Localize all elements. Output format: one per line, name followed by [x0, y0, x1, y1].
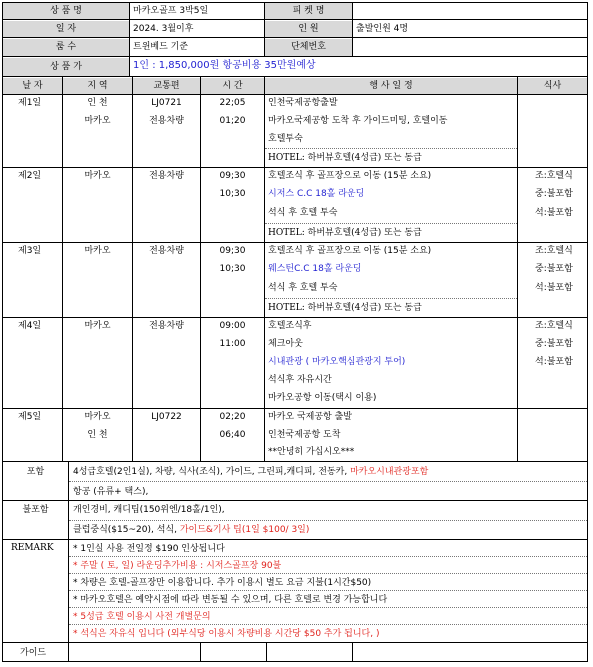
hotel-info: HOTEL: 하버뷰호텔(4성급) 또는 동급	[268, 303, 422, 313]
transport: LJ0721	[151, 98, 182, 108]
transport: 전용차량	[149, 246, 184, 256]
included-label: 포함	[26, 467, 45, 477]
schedule-item: 호텔조식 후 골프장으로 이동 (15분 소요)	[268, 246, 432, 256]
excluded-highlight: 가이드&기사 팁(1일 $100/ 3일)	[179, 525, 310, 535]
day-label: 제4일	[18, 321, 42, 331]
included-line-2: 항공 (유류+ 택스),	[73, 487, 149, 497]
meal: 석:불포함	[535, 208, 573, 218]
transport: 전용차량	[149, 321, 184, 331]
price-label: 상 품 가	[50, 62, 82, 72]
transport: 전용차량	[149, 116, 184, 126]
remark-item: * 5성급 호텔 이용시 사전 개별문의	[73, 612, 211, 622]
time: 09;30	[219, 246, 246, 256]
picket-label: 피 켓 명	[292, 6, 325, 16]
time: 10;30	[219, 189, 246, 199]
product-name-value: 마카오골프 3박5일	[133, 6, 209, 16]
remark-item: * 주말 ( 토, 일) 라운딩추가비용 : 시저스골프장 90불	[73, 561, 282, 571]
col-header-region: 지 역	[87, 81, 108, 91]
meal: 중:불포함	[535, 264, 573, 274]
col-header-time: 시 간	[222, 81, 243, 91]
transport: 전용차량	[149, 171, 184, 181]
col-header-schedule: 행 사 일 정	[369, 81, 413, 91]
schedule-item: **안녕히 가십시오***	[268, 447, 355, 457]
group-no-label: 단체번호	[291, 42, 326, 52]
excluded-line-2	[73, 524, 309, 536]
schedule-item: 체크아웃	[268, 339, 303, 349]
remarks-label: REMARK	[11, 543, 54, 553]
day-label: 제1일	[18, 98, 42, 108]
region: 마카오	[84, 171, 111, 181]
time: 01;20	[219, 116, 246, 126]
time: 11:00	[219, 339, 246, 349]
col-header-meal: 식사	[543, 81, 562, 91]
schedule-item: 인천국제공항출발	[268, 98, 338, 108]
schedule-item: 마카오 국제공항 출발	[268, 412, 352, 422]
meal: 석:불포함	[535, 283, 573, 293]
people-label: 인 원	[298, 24, 319, 34]
schedule-item: 호텔조식 후 골프장으로 이동 (15분 소요)	[268, 171, 432, 181]
hotel-info: HOTEL: 하버뷰호텔(4성급) 또는 동급	[268, 153, 422, 163]
region: 인 천	[87, 430, 108, 440]
meal: 조:호텔식	[535, 246, 573, 256]
people-value: 출발인원 4명	[356, 24, 409, 34]
schedule-item: 석식후 자유시간	[268, 375, 332, 385]
hotel-info: HOTEL: 하버뷰호텔(4성급) 또는 동급	[268, 228, 422, 238]
schedule-item: 석식 후 호텔 투숙	[268, 283, 338, 293]
included-highlight: 마카오시내관광포함	[350, 467, 429, 477]
meal: 중:불포함	[535, 339, 573, 349]
golf-round-item: 시저스 C.C 18홀 라운딩	[268, 189, 365, 199]
region: 인 천	[87, 98, 108, 108]
time: 10;30	[219, 264, 246, 274]
time: 09;30	[219, 171, 246, 181]
time: 22;05	[219, 98, 246, 108]
remark-item: * 석식은 자유식 입니다 (외부식당 이용시 차량비용 시간당 $50 추가 됩니다, )	[73, 629, 380, 639]
excluded-text: 클럽중식($15~20), 석식,	[73, 525, 180, 535]
day-label: 제2일	[18, 171, 42, 181]
region: 마카오	[84, 412, 111, 422]
guide-label: 가이드	[20, 648, 47, 658]
day-label: 제5일	[18, 412, 42, 422]
product-name-label: 상 품 명	[50, 6, 82, 16]
meal: 조:호텔식	[535, 171, 573, 181]
day-label: 제3일	[18, 246, 42, 256]
included-line-1	[73, 466, 428, 478]
city-tour-item: 시내관광 ( 마카오핵심관광지 투어)	[268, 357, 406, 367]
excluded-line-1: 개인경비, 캐디팁(150위엔/18홀/1인),	[73, 505, 225, 515]
meal: 석:불포함	[535, 357, 573, 367]
time: 09:00	[219, 321, 246, 331]
meal: 조:호텔식	[535, 321, 573, 331]
region: 마카오	[84, 116, 111, 126]
itinerary-sheet	[2, 2, 588, 662]
schedule-item: 인천국제공항 도착	[268, 430, 341, 440]
transport: LJ0722	[151, 412, 182, 422]
date-value: 2024. 3월이후	[133, 24, 194, 34]
included-text: 4성급호텔(2인1실), 차량, 식사(조식), 가이드, 그린피,캐디피, 전동카,	[73, 467, 351, 477]
remark-item: * 마카오호텔은 예약시점에 따라 변동될 수 있으며, 다른 호텔로 변경 가능합니다	[73, 595, 388, 605]
meal: 중:불포함	[535, 189, 573, 199]
remark-item: * 1인실 사용 전일정 $190 인상됩니다	[73, 544, 225, 554]
room-value: 트윈베드 기준	[133, 42, 189, 52]
golf-round-item: 웨스틴C.C 18홀 라운딩	[268, 264, 362, 274]
time: 02;20	[219, 412, 246, 422]
date-label: 일 자	[55, 24, 77, 34]
region: 마카오	[84, 321, 111, 331]
col-header-date: 날 자	[22, 81, 43, 91]
region: 마카오	[84, 246, 111, 256]
room-label: 룸 수	[55, 42, 77, 52]
schedule-item: 호텔투숙	[268, 134, 303, 144]
excluded-label: 불포함	[22, 505, 49, 515]
col-header-transport: 교통편	[153, 81, 180, 91]
remark-item: * 차량은 호텔-골프장만 이용합니다. 추가 이용시 별도 요금 지불(1시간$50)	[73, 578, 372, 588]
price-value: 1인 : 1,850,000원 항공비용 35만원예상	[133, 60, 316, 71]
schedule-item: 마카오국제공항 도착 후 가이드미팅, 호텔이동	[268, 116, 448, 126]
time: 06;40	[219, 430, 246, 440]
schedule-item: 호텔조식후	[268, 321, 312, 331]
schedule-item: 석식 후 호텔 투숙	[268, 208, 338, 218]
schedule-item: 마카오공항 이동(택시 이용)	[268, 393, 377, 403]
